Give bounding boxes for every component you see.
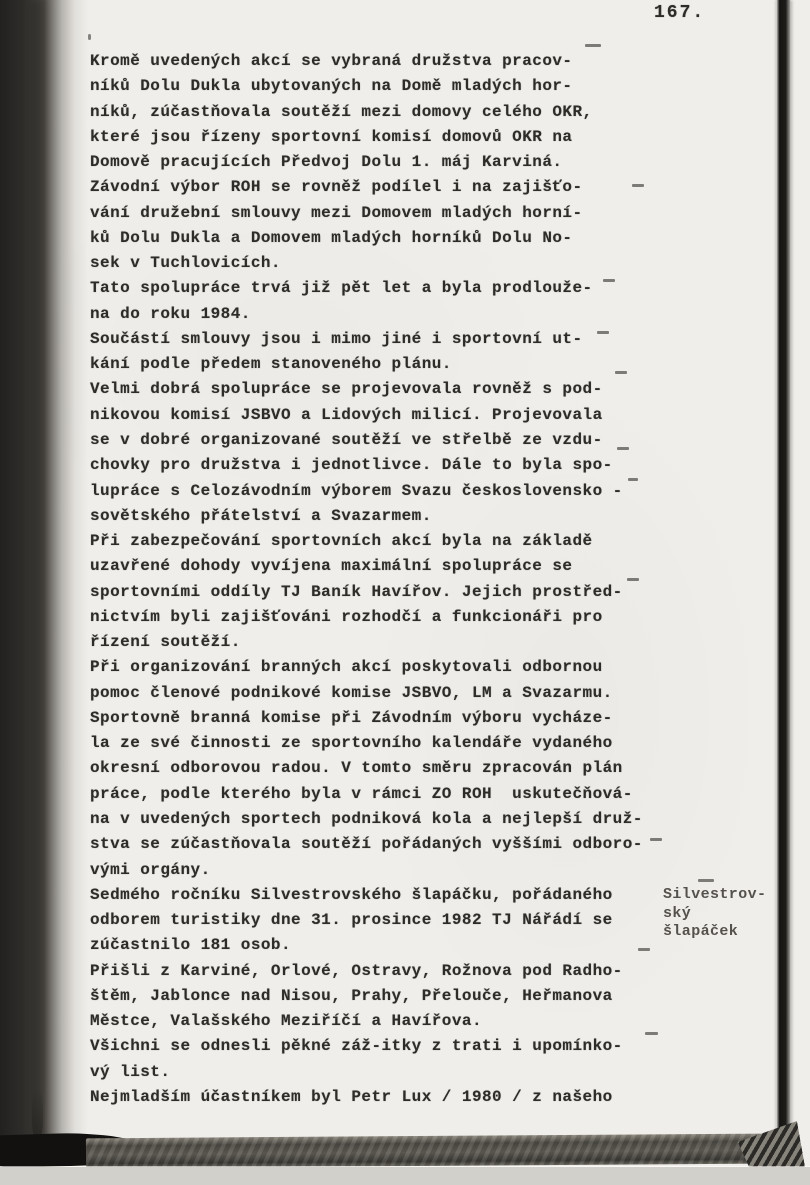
- text-line: níků, zúčastňovala soutěží mezi domovy celého OKR,: [90, 102, 593, 121]
- text-line: práce, podle kterého byla v rámci ZO ROH uskutečňová-: [90, 784, 633, 803]
- scan-right-page-edge: [776, 0, 790, 1152]
- scan-artifact-mark: [698, 879, 714, 882]
- text-line: kání podle předem stanoveného plánu.: [90, 355, 452, 374]
- margin-note-line: ský: [663, 904, 692, 922]
- text-line: štěm, Jablonce nad Nisou, Prahy, Přelouče, Heřmanova: [90, 986, 613, 1005]
- typewritten-text: [90, 49, 643, 1110]
- scan-artifact-mark: [88, 34, 91, 40]
- scan-artifact-mark: [603, 279, 615, 282]
- text-line: Nejmladším účastníkem byl Petr Lux / 1980 / z našeho: [90, 1087, 613, 1106]
- text-line: sovětského přátelství a Svazarmem.: [90, 506, 432, 525]
- text-line: pomoc členové podnikové komise JSBVO, LM a Svazarmu.: [90, 683, 613, 702]
- text-line: okresní odborovou radou. V tomto směru zpracován plán: [90, 759, 623, 778]
- scan-artifact-mark: [627, 578, 639, 581]
- text-line: Tato spolupráce trvá již pět let a byla prodlouže-: [90, 279, 593, 298]
- text-line: vými orgány.: [90, 860, 211, 879]
- text-line: sportovními oddíly TJ Baník Havířov. Jejich prostřed-: [90, 582, 623, 601]
- text-line: Domově pracujících Předvoj Dolu 1. máj Karviná.: [90, 153, 563, 172]
- text-line: které jsou řízeny sportovní komisí domovů OKR na: [90, 127, 573, 146]
- text-line: Při zabezpečování sportovních akcí byla na základě: [90, 532, 593, 551]
- text-line: sek v Tuchlovicích.: [90, 254, 281, 273]
- text-line: Závodní výbor ROH se rovněž podílel i na zajišťo-: [90, 178, 583, 197]
- scan-artifact-mark: [628, 478, 638, 481]
- scan-artifact-mark: [585, 44, 601, 47]
- text-line: na v uvedených sportech podniková kola a nejlepší druž-: [90, 809, 643, 828]
- text-line: Velmi dobrá spolupráce se projevovala rovněž s pod-: [90, 380, 603, 399]
- scan-artifact-mark: [597, 331, 609, 334]
- text-line: zúčastnilo 181 osob.: [90, 936, 292, 955]
- scan-bottom-page-edge: [86, 1134, 762, 1169]
- scanner-bed-strip: [0, 1167, 810, 1185]
- text-line: na do roku 1984.: [90, 304, 251, 323]
- margin-note-line: šlapáček: [663, 923, 739, 941]
- text-line: řízení soutěží.: [90, 633, 241, 652]
- text-line: stva se zúčastňovala soutěží pořádaných vyššími odboro-: [90, 835, 643, 854]
- scan-artifact-mark: [632, 184, 644, 187]
- text-line: Městce, Valašského Meziříčí a Havířova.: [90, 1012, 483, 1031]
- scan-artifact-mark: [615, 371, 627, 374]
- text-line: la ze své činnosti ze sportovního kalendáře vydaného: [90, 734, 613, 753]
- page-number: 167.: [654, 3, 706, 23]
- text-line: vání družební smlouvy mezi Domovem mladých horní-: [90, 203, 583, 222]
- margin-note: [663, 886, 766, 942]
- scan-artifact-mark: [650, 838, 662, 841]
- text-line: lupráce s Celozávodním výborem Svazu československo -: [90, 481, 623, 500]
- text-line: nictvím byli zajišťováni rozhodčí a funkcionáři pro: [90, 607, 603, 626]
- text-line: Sedmého ročníku Silvestrovského šlapáčku, pořádaného: [90, 885, 613, 904]
- text-line: odborem turistiky dne 31. prosince 1982 TJ Nářádí se: [90, 911, 613, 930]
- margin-note-line: Silvestrov-: [663, 886, 767, 903]
- text-line: nikovou komisí JSBVO a Lidových milicí. Projevovala: [90, 405, 603, 424]
- text-line: níků Dolu Dukla ubytovaných na Domě mladých hor-: [90, 77, 573, 96]
- text-line: Všichni se odnesli pěkné záž-itky z trati i upomínko-: [90, 1037, 623, 1056]
- text-line: Součástí smlouvy jsou i mimo jiné i sportovní ut-: [90, 329, 583, 348]
- scan-artifact-mark: [645, 1032, 658, 1035]
- text-line: vý list.: [90, 1062, 171, 1081]
- scan-left-shadow: [0, 0, 88, 1150]
- text-line: Při organizování branných akcí poskytovali odbornou: [90, 658, 603, 677]
- scan-bottom-left-streak: [32, 1088, 43, 1140]
- text-line: Přišli z Karviné, Orlové, Ostravy, Rožnova pod Radho-: [90, 961, 623, 980]
- scan-artifact-mark: [638, 948, 650, 951]
- text-line: chovky pro družstva i jednotlivce. Dále to byla spo-: [90, 456, 613, 475]
- text-line: Kromě uvedených akcí se vybraná družstva pracov-: [90, 52, 573, 70]
- text-line: se v dobré organizované soutěží ve střelbě ze vzdu-: [90, 430, 603, 449]
- text-line: uzavřené dohody vyvíjena maximální spolupráce se: [90, 557, 573, 576]
- text-line: ků Dolu Dukla a Domovem mladých horníků Dolu No-: [90, 228, 573, 247]
- text-line: Sportovně branná komise při Závodním výboru vycháze-: [90, 708, 613, 727]
- scan-artifact-mark: [617, 447, 629, 450]
